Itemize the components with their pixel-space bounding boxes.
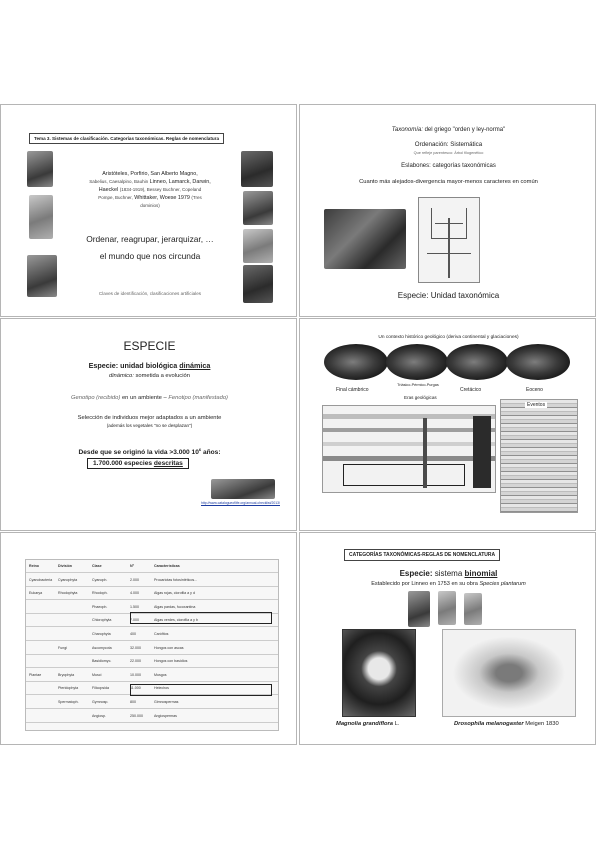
table-cell: Rhodoph. bbox=[92, 591, 108, 596]
table-cell: Reino bbox=[29, 564, 39, 568]
label-triasico: Triásico-Pérmico-Purgas bbox=[397, 383, 439, 387]
establecido-line: Establecido por Linneo en 1753 en su obra Species plantarum bbox=[371, 581, 526, 587]
table-cell: 800 bbox=[130, 700, 136, 704]
table-cell: Características bbox=[154, 564, 180, 568]
slide-1-title: Tema 3. Sistemas de clasificación. Categorías taxonómicas. Reglas de nomenclatura bbox=[29, 133, 224, 144]
table-cell: Gimnospermas bbox=[154, 700, 179, 704]
table-cell: Plantae bbox=[29, 672, 42, 677]
phylogeny-image bbox=[324, 209, 406, 269]
table-cell: Helechos bbox=[154, 686, 169, 691]
table-cell: Procariotas fotosintéticos... bbox=[154, 577, 198, 582]
table-row bbox=[26, 572, 278, 573]
table-row bbox=[26, 599, 278, 600]
species-plantarum-page-1 bbox=[438, 591, 456, 625]
table-cell: Hongos con basidios bbox=[154, 659, 188, 664]
table-cell: Hongos con ascas bbox=[154, 645, 184, 650]
dinamico-line: dinámico: sometida a evolución bbox=[109, 373, 190, 379]
table-row bbox=[26, 708, 278, 709]
divergencia-line: Cuanto más alejados-divergencia mayor-menos caracteres en común bbox=[359, 179, 538, 185]
label-eoceno: Eoceno bbox=[526, 387, 543, 393]
table-cell: Phaeoph. bbox=[92, 604, 108, 609]
eventos-chart bbox=[500, 399, 578, 513]
table-cell: Musgos bbox=[154, 672, 167, 677]
seleccion-sub-line: (además los vegetales "no se desplazan") bbox=[106, 423, 193, 428]
table-cell: Carófitos bbox=[154, 632, 169, 636]
binomial-line: Especie: sistema binomial bbox=[399, 569, 498, 578]
authors-line-5: dominios) bbox=[140, 203, 160, 208]
table-cell: 250.000 bbox=[130, 713, 143, 718]
highlight-box-1 bbox=[130, 612, 272, 624]
table-cell: 11.000 bbox=[130, 686, 141, 691]
darwin-portrait-image bbox=[241, 151, 273, 187]
table-cell: 400 bbox=[130, 632, 136, 636]
map-cambrico bbox=[324, 344, 388, 380]
portrait-image bbox=[27, 151, 53, 187]
table-cell: Algas verdes, clorofila a y b bbox=[154, 618, 198, 623]
authors-block bbox=[61, 171, 239, 209]
motto-line-1: Ordenar, reagrupar, jerarquizar, … bbox=[86, 234, 214, 244]
slide-6 bbox=[299, 532, 596, 745]
haeckel-tree-image bbox=[418, 197, 480, 283]
table-cell: Ascomycota bbox=[92, 645, 112, 650]
ordenacion-line: Ordenación: Sistemática bbox=[414, 141, 483, 148]
contexto-caption: Un contexto histórico geológico (deriva continental y glaciaciones) bbox=[378, 335, 519, 340]
motto-line-2: el mundo que nos circunda bbox=[99, 251, 201, 261]
map-cretacico bbox=[446, 344, 508, 380]
classification-table bbox=[25, 559, 279, 731]
lamarck-portrait-image bbox=[243, 191, 273, 225]
authors-line-3: Haeckel (1834-1919), Bessey Buchner, Copeland bbox=[98, 187, 202, 193]
table-cell: Gymnosp. bbox=[92, 700, 109, 704]
table-row bbox=[26, 626, 278, 627]
slide-4 bbox=[299, 318, 596, 531]
table-cell: Rhodophyta bbox=[58, 591, 78, 596]
table-cell: Charophyta bbox=[92, 632, 111, 636]
table-cell: Nº bbox=[130, 564, 134, 568]
haeckel-portrait-image bbox=[243, 229, 273, 263]
table-cell: Basidiomyc. bbox=[92, 659, 112, 664]
map-triasico bbox=[386, 344, 448, 380]
especies-descritas-box: 1.700.000 especies descritas bbox=[87, 458, 189, 469]
table-cell: 22.000 bbox=[130, 659, 141, 664]
table-cell: Cyanobacteria bbox=[29, 577, 53, 582]
especie-title: ESPECIE bbox=[123, 339, 176, 353]
seleccion-line: Selección de individuos mejor adaptados a un ambiente bbox=[77, 415, 222, 421]
magnolia-caption: Magnolia grandiflora L. bbox=[336, 721, 400, 727]
slide-6-header: CATEGORÍAS TAXONÓMICAS-REGLAS DE NOMENCLATURA bbox=[344, 549, 500, 561]
drosophila-caption: Drosophila melanogaster Meigen 1830 bbox=[454, 721, 559, 727]
parentesco-line: Que refleje parentesco: Árbol filogenético bbox=[413, 151, 484, 155]
slide-2 bbox=[299, 104, 596, 317]
table-row bbox=[26, 640, 278, 641]
taxonomia-line: Taxonomía: del griego "orden y ley-norma" bbox=[391, 127, 506, 133]
table-cell: Spermatoph. bbox=[58, 700, 79, 704]
table-cell: Chlorophyta bbox=[92, 618, 112, 623]
table-cell: 4.000 bbox=[130, 591, 139, 596]
table-cell: 32.000 bbox=[130, 645, 141, 650]
table-cell: Clase bbox=[92, 564, 102, 568]
table-cell: 2.000 bbox=[130, 577, 139, 582]
linneo-portrait-image bbox=[27, 255, 57, 297]
genotipo-line: Genotipo (recibido) en un ambiente – Fenotipo (manifestado) bbox=[71, 395, 228, 401]
table-cell: Bryophyta bbox=[58, 672, 75, 677]
table-cell: Angiosp. bbox=[92, 713, 106, 718]
table-cell: Musci bbox=[92, 672, 102, 677]
label-cambrico: Final cámbrico bbox=[336, 387, 369, 393]
table-cell: 10.000 bbox=[130, 672, 141, 677]
table-cell: Cyanoph. bbox=[92, 577, 108, 582]
table-cell: Angiospermas bbox=[154, 713, 177, 718]
unidad-taxonomica-title: Especie: Unidad taxonómica bbox=[397, 291, 500, 300]
table-row bbox=[26, 722, 278, 723]
authors-line-1: Aristóteles, Porfirio, San Alberto Magno, bbox=[102, 171, 198, 177]
table-cell: 1.500 bbox=[130, 604, 139, 609]
catalogue-screenshot-image bbox=[211, 479, 275, 499]
map-eoceno bbox=[506, 344, 570, 380]
authors-line-4: Pompe, Buchner, Whittaker, Woese 1979 (Tres bbox=[98, 195, 202, 201]
table-cell: Fungi bbox=[58, 645, 67, 650]
eventos-label: Eventos bbox=[527, 402, 546, 408]
table-cell: Cyanophyta bbox=[58, 577, 78, 582]
eras-chart bbox=[322, 405, 496, 493]
species-plantarum-page-2 bbox=[464, 593, 482, 625]
table-row bbox=[26, 654, 278, 655]
slide-1-footer: Claves de identificación, clasificaciones artificiales bbox=[98, 291, 202, 296]
table-cell: 7.000 bbox=[130, 618, 139, 623]
origen-vida-line: Desde que se originó la vida >3.000 $10^6$ años: bbox=[78, 447, 221, 457]
label-cretacico: Cretácico bbox=[460, 387, 482, 393]
table-row bbox=[26, 667, 278, 668]
slide-1 bbox=[0, 104, 297, 317]
highlight-box-2 bbox=[130, 684, 272, 696]
table-row bbox=[26, 586, 278, 587]
table-cell: Algas pardas, fucoxantina bbox=[154, 604, 196, 609]
linneo-portrait-image bbox=[408, 591, 430, 627]
eslabones-line: Eslabones: categorías taxonómicas bbox=[401, 163, 496, 169]
authors-line-2: Sabelius, Caesalpino, Bauhin Linneo, Lamarck, Darwin, bbox=[89, 179, 211, 185]
eras-label: Eras geológicas bbox=[404, 395, 437, 400]
whittaker-portrait-image bbox=[243, 265, 273, 303]
drosophila-image bbox=[442, 629, 576, 717]
slide-5 bbox=[0, 532, 297, 745]
table-cell: Filicopsida bbox=[92, 686, 109, 691]
catalogue-link[interactable]: http://www.catalogueoflife.org/annual-checklist/2013/ bbox=[201, 501, 280, 505]
table-cell: Eukarya bbox=[29, 591, 43, 596]
table-cell: División bbox=[58, 564, 72, 568]
unidad-biologica-line: Especie: unidad biológica dinámica bbox=[88, 361, 211, 370]
table-cell: Algas rojas, clorofila a y d bbox=[154, 591, 195, 596]
table-row bbox=[26, 681, 278, 682]
motto-block bbox=[61, 231, 239, 265]
magnolia-image bbox=[342, 629, 416, 717]
table-cell: Pteridophyta bbox=[58, 686, 79, 691]
slide-3 bbox=[0, 318, 297, 531]
statue-image bbox=[29, 195, 53, 239]
